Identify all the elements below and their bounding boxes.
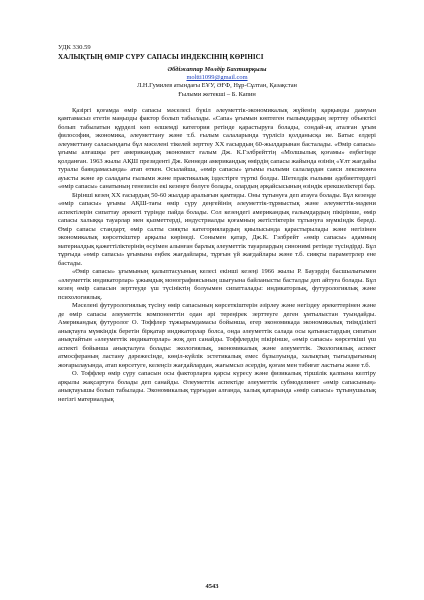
body-paragraph: О. Тоффлер өмір сүру сапасын осы факторларға қарсы күресу және физикалық тіршілік қалпына келтіру арқылы жақсартуға болады деп санайды. Әлеуметтік аспектіде әлеуметтік субмоделинет «өмір сапасының» анықтауышы болып табылады. Экономикалық тұрғыдан алғанда, халық қатарында «өмір сапасы» тұтынушылық негізгі материалдық — [58, 370, 376, 403]
author-email-link[interactable]: moltti1099@gmail.com — [186, 74, 248, 82]
page-number: 4543 — [205, 583, 219, 590]
scientific-supervisor: Ғылыми жетекші – Б. Капин — [178, 90, 256, 98]
author-affiliation: Л.Н.Гумилев атындағы ЕҰУ, ӘҒФ, Нұр-Сұлтан, Қазақстан — [137, 82, 297, 90]
body-paragraph: Мәселені футурологиялық түсіну өмір сапасының көрсеткіштерін әзірлеу және негіздеу әрекеттерінен және де өмір сапасы әлеуметтік компоненттін одан әрі тереңірек зерттеуге деген ұмтылыстан туындайды. Американдық футуролог О. Тоффлер тұжырымдамасы бойынша, егер экономикада экономикалық тиімділікті анықтауға мүмкіндік беретін бірқатар индикаторлар болса, онда әлеуметтік салада осы қатынастардың сипатын анықтайтын «әлеуметтік индикаторлар» жоқ деп санайды. Тоффлердің пікірінше, «өмір сапасы» көрсеткіші үш аспекті бойынша анықталуға болады: экологиялық, экономикалық және әлеуметтік. Экологиялық аспект атмосфераның ластану дәрежесінде, көңіл-күйлік эстетикалық емес бұзылуында, халықтың тығыздығының жоғарылауында, атап көрсетуге, келеңсіз жағдайлардан, жағымсыз әсердің, қоғам мен тәбиғат ластығы және т.б. — [58, 302, 376, 369]
author-block — [58, 66, 376, 99]
article-body — [58, 107, 376, 405]
body-paragraph: «Өмір сапасы» ұғымының қалыптасуының келесі екінші кезеңі 1966 жылы Р. Бауэрдің басшылығымен «әлеуметтік индикаторлар» ұжымдық монографиясының шығуына байланысты басталды деп айтуға болады. Бұл кезең өмір сапасын зерттеуде үш түсініктің болуымен сипатталады: индикаторлық, футурологиялық және психологиялық. — [58, 268, 376, 301]
body-paragraph: Бірінші кезең ХХ ғасырдың 50-60 жылдар аралығын қамтиды. Оны тұтынуға деп атауға болады. Бұл кезеңде «өмір сапасы» ұғымы АҚШ-тағы өмір сүру деңгейінің әлеуметтік-тұрмыстық және әлеуметтік-мәдени аспектілерін сипаттау әрекеті түрінде пайда болады. Сол кезеңдегі американдық ғалымдардың пікірінше, өмір сапасы халыққа тауарлар мен қызметтерді, индустриалды қоғамның жетістіктерін тұтынуға мүмкіндік береді. Өмір сапасы стандарт, өмір салты сияқты категориялардың қиылысында қарастырылады және негізінен экономикалық көрсеткіштер арқылы көрінеді. Сонымен қатар, Дж.К. Гэлбрейт «өмір сапасы» адамның материалдық қажеттіліктерінің өсуімен алынған барлық әлеуметтік тауарлардың синонимі ретінде түсіндірді. Бұл тұрғыда «өмір сапасы» ұғымына еңбек жағдайлары, тұрғын үй жағдайлары және т.б. сияқты параметрлер ене бастады. — [58, 191, 376, 267]
author-name: Әбдіжаппар Мөлдір Бахтиярқызы — [167, 66, 267, 73]
body-paragraph: Қазіргі қоғамда өмір сапасы мәселесі бүкіл әлеуметтік-экономикалық жүйенің қарқынды дамуын қамтамасыз ететін маңызды фактор болып табылады. «Сапа» ұғымын көптеген ғылымдардың зерттеу объектісі болып табылатын құрделі көп өлшемді категория ретінде қарастыруға болады, сондай-ақ аталған ұғым философия, экономика, әлеуметтану және т.б. ғылым салаларында түрлісіз қолданысқа ие. Батыс елдері әлеуметтану саласындағы бұл мәселені тікелей зерттеу ХХ ғасырдың 60-жылдарынан басталады. «Өмір сапасы» ұғымы алғашқы рет американдық экономист ғалым Дж. К.Гэлбрейттің «Молшылық қоғамы» еңбегінде қолданған. 1963 жылы АҚШ президенті Дж. Кеннеди американдық өмірдің сапасы жайында өзінің «Ұлт жағдайы туралы баяндамасында» атап өткен. Осылайша, «өмір сапасы» ұғымы ғылыми салалардан саяси лексиконға ауысты және әр саладағы ғылыми және практикалық іздестірге түрткі болды. Шетелдік ғылыми әдебиеттердегі «өмір сапасы» санатының генезисін екі кезеңге бөлуге болады, олардың әрқайсысының өзіндік ерекшеліктері бар. — [58, 106, 376, 191]
article-title: ХАЛЫҚТЫҢ ӨМІР СҮРУ САПАСЫ ИНДЕКСІНІҢ КӨРІНІСІ — [58, 53, 264, 61]
udk-code: УДК 330.59 — [58, 44, 91, 51]
